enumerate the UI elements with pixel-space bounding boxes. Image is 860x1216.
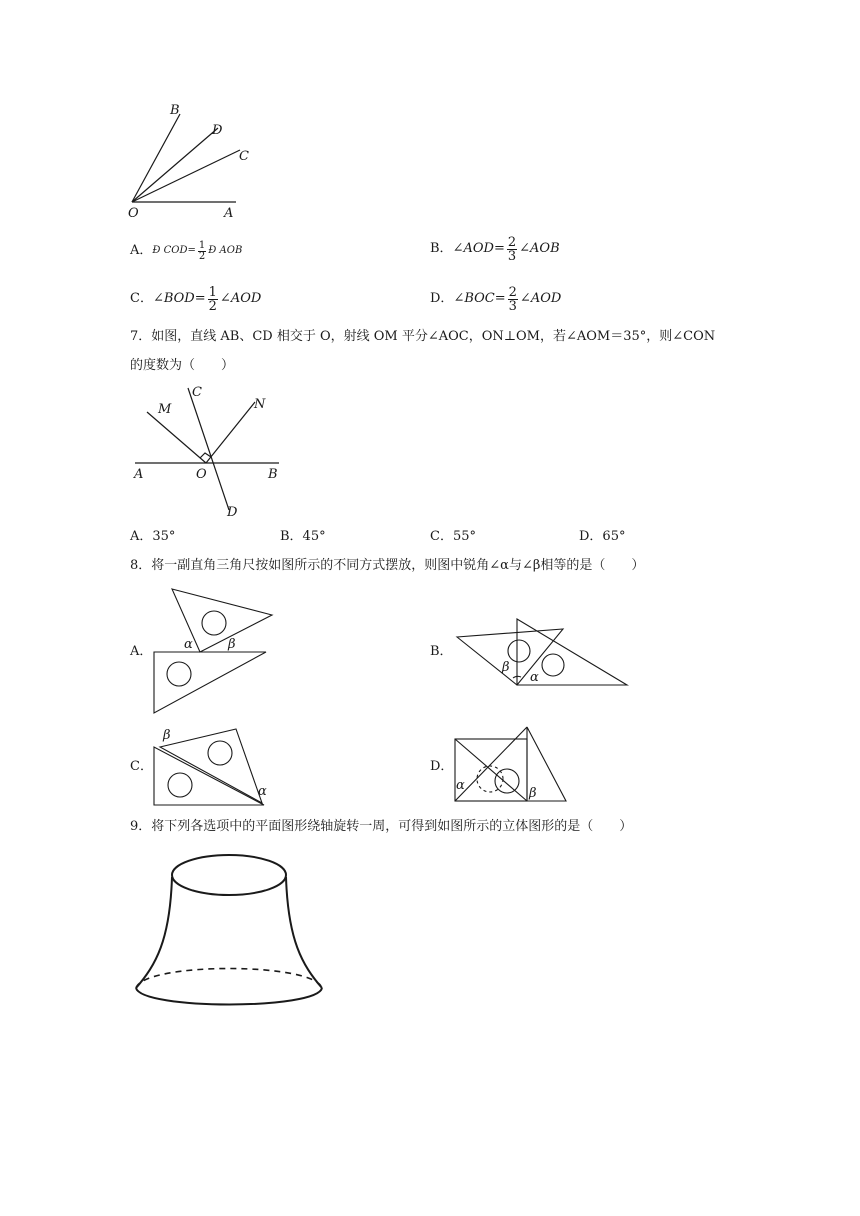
option-letter: D． [430,291,454,306]
option-fraction: $\frac{1}{2}$ [208,284,217,314]
label-o: O [196,467,207,482]
alpha-label: α [184,637,193,652]
hole-bottom [168,773,192,797]
q7-option-b[interactable]: B．45° [280,529,326,544]
label-b: B [268,467,278,482]
set-square-bottom [154,747,264,805]
ray-on [206,402,255,463]
label-c: C [192,385,202,400]
q6-option-b[interactable] [430,232,560,266]
option-eq: = [493,241,505,256]
option-right: ∠AOB [519,241,560,256]
beta-label: β [228,637,236,652]
line-cd [188,388,229,510]
option-eq: = [194,291,206,306]
option-eq: = [494,291,506,306]
ray-oc [132,150,240,202]
option-left: Ð COD [152,245,188,256]
ray-om [147,412,206,463]
option-right: ∠AOD [219,291,262,306]
bottom-front-arc [136,988,322,1005]
beta-label: β [529,786,537,801]
label-n: N [254,397,266,412]
option-letter: A． [130,243,153,258]
option-fraction: $\frac{2}{3}$ [507,234,517,264]
ray-od [132,128,218,202]
option-left: ∠BOD [152,291,195,306]
q8-option-b-letter[interactable]: B． [430,644,453,659]
q7-option-d[interactable]: D．65° [579,529,626,544]
q8-option-c-letter[interactable]: C． [130,759,153,774]
label-d: D [212,123,223,138]
q8-option-a-figure[interactable] [150,585,275,715]
top-ellipse [172,855,286,895]
hole-dashed [477,766,503,792]
q7-stem-line1: 7．如图，直线 AB、CD 相交于 O，射线 OM 平分∠AOC，ON⊥OM，若∠AOM＝35°，则∠CON [130,329,716,344]
label-b: B [170,103,180,118]
right-angle-mark [200,453,211,458]
q8-option-c-figure[interactable] [150,725,275,807]
label-d: D [227,505,238,520]
q7-option-a[interactable]: A．35° [130,529,176,544]
option-letter: C． [130,291,153,306]
q6-option-c[interactable] [130,282,261,316]
hole-right [495,769,519,793]
beta-label: β [163,728,171,743]
option-left: ∠AOD [452,241,494,256]
beta-label: β [502,660,510,675]
label-a: A [134,467,144,482]
q9-stem: 9．将下列各选项中的平面图形绕轴旋转一周，可得到如图所示的立体图形的是（ ） [130,819,633,834]
q8-option-d-figure[interactable] [450,725,570,805]
q8-stem: 8．将一副直角三角尺按如图所示的不同方式摆放，则图中锐角∠α与∠β相等的是（ ） [130,558,645,573]
option-letter: B． [430,241,453,256]
q9-solid-figure [132,850,327,1020]
hole-left [508,640,530,662]
hole-top [208,741,232,765]
left-side-curve [136,877,172,988]
q8-option-d-letter[interactable]: D． [430,759,454,774]
alpha-label: α [530,670,539,685]
hole-top [202,611,226,635]
ray-ob [132,114,180,202]
option-right: Ð AOB [208,245,243,256]
q8-option-b-figure[interactable] [455,615,630,690]
option-fraction: $\frac{2}{3}$ [508,284,517,314]
q8-option-a-letter[interactable]: A． [130,644,153,659]
option-eq: = [187,245,196,256]
bottom-back-arc [136,969,322,989]
hole-bottom [167,662,191,686]
q7-figure [125,380,290,520]
option-fraction: $\frac{1}{2}$ [198,239,206,262]
right-side-curve [286,877,322,988]
label-a: A [224,206,234,221]
q6-angle-figure [120,98,250,223]
q6-option-a[interactable] [130,236,242,266]
set-square-top [160,729,262,803]
alpha-label: α [456,778,465,793]
q7-stem-line2: 的度数为（ ） [130,358,235,373]
hole-right [542,654,564,676]
q7-option-c[interactable]: C．55° [430,529,476,544]
q6-option-d[interactable] [430,282,561,316]
label-c: C [239,149,249,164]
option-right: ∠AOD [519,291,562,306]
alpha-label: α [258,784,267,799]
option-left: ∠BOC [453,291,495,306]
label-m: M [158,402,172,417]
label-o: O [128,206,139,221]
